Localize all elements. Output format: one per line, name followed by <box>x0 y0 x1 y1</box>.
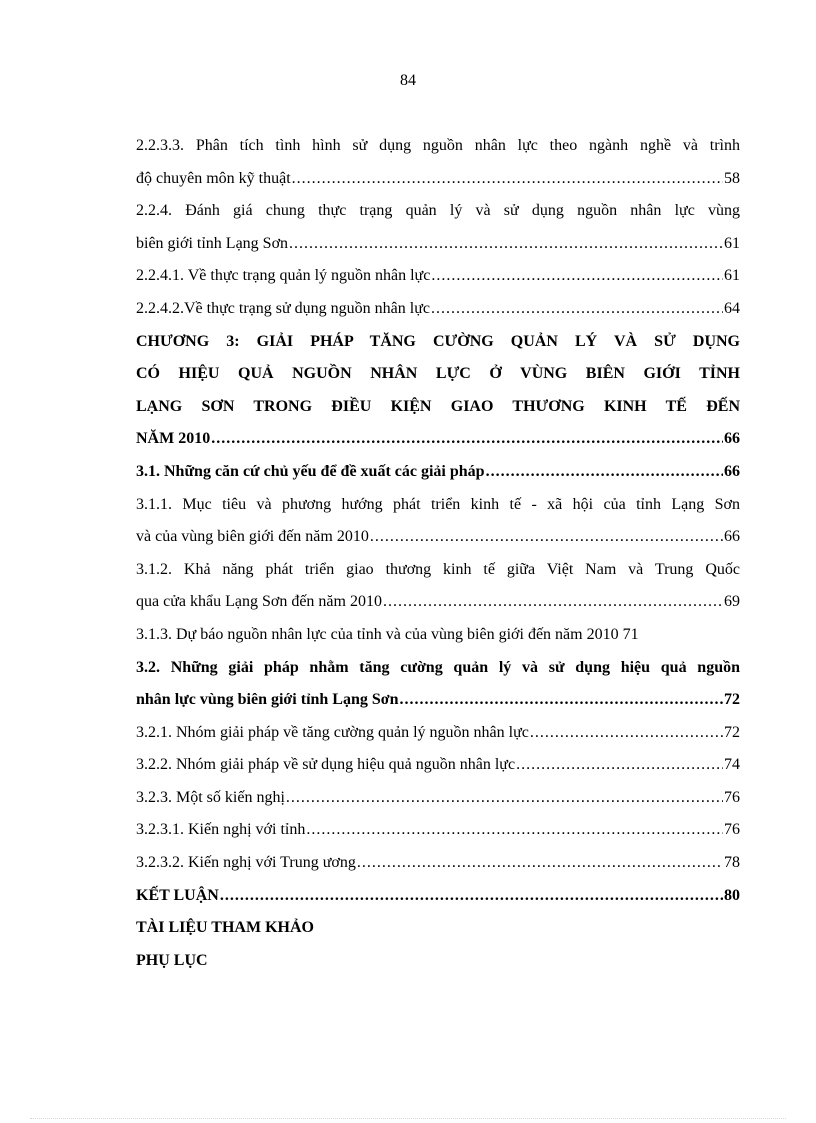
toc-entry-3-2-1[interactable] <box>136 717 740 750</box>
dot-leader <box>289 228 723 261</box>
toc-entry-text: 3.2.2. Nhóm giải pháp về sử dụng hiệu quả nguồn nhân lực <box>136 756 516 774</box>
toc-entry-3-2-line1: 3.2. Những giải pháp nhằm tăng cường quản lý và sử dụng hiệu quả nguồn <box>136 658 740 676</box>
dot-leader <box>431 260 723 293</box>
dot-leader <box>211 423 723 456</box>
dot-leader <box>486 456 723 489</box>
toc-chapter-3-line1: CHƯƠNG 3: GIẢI PHÁP TĂNG CƯỜNG QUẢN LÝ VÀ SỬ DỤNG <box>136 332 740 350</box>
toc-entry-3-1-3[interactable]: 3.1.3. Dự báo nguồn nhân lực của tỉnh và của vùng biên giới đến năm 2010 71 <box>136 625 639 643</box>
toc-entry-text: 3.2.1. Nhóm giải pháp về tăng cường quản lý nguồn nhân lực <box>136 723 529 741</box>
toc-entry-3-1-1-line2[interactable] <box>136 521 740 554</box>
toc-entry-3-2-3-2[interactable] <box>136 847 740 880</box>
toc-entry-3-2-3-1[interactable] <box>136 814 740 847</box>
toc-entry-3-2-2[interactable] <box>136 749 740 782</box>
toc-entry-text: 3.1. Những căn cứ chủ yếu để đề xuất các giải pháp <box>136 462 485 480</box>
toc-entry-text: và của vùng biên giới đến năm 2010 <box>136 528 369 546</box>
dot-leader <box>530 717 723 750</box>
toc-entry-3-1-2-line1: 3.1.2. Khả năng phát triển giao thương kinh tế giữa Việt Nam và Trung Quốc <box>136 560 740 578</box>
toc-entry-2-2-4-line1: 2.2.4. Đánh giá chung thực trạng quản lý và sử dụng nguồn nhân lực vùng <box>136 202 740 220</box>
toc-entry-2-2-4-1[interactable] <box>136 260 740 293</box>
toc-entry-3-2-3[interactable] <box>136 782 740 815</box>
dot-leader <box>220 880 723 913</box>
toc-page-number: 61 <box>724 267 740 285</box>
toc-page-number: 74 <box>724 756 740 774</box>
toc-page-number: 61 <box>724 234 740 252</box>
dot-leader <box>400 684 723 717</box>
toc-page-number: 72 <box>724 723 740 741</box>
toc-entry-3-1-2-line2[interactable] <box>136 586 740 619</box>
toc-entry-phu-luc[interactable]: PHỤ LỤC <box>136 951 208 969</box>
toc-page-number: 76 <box>724 821 740 839</box>
toc-chapter-3-line2: CÓ HIỆU QUẢ NGUỒN NHÂN LỰC Ở VÙNG BIÊN GIỚI TỈNH <box>136 365 740 383</box>
dot-leader <box>431 293 723 326</box>
toc-entry-2-2-3-3-line2[interactable] <box>136 163 740 196</box>
toc-chapter-3-line3: LẠNG SƠN TRONG ĐIỀU KIỆN GIAO THƯƠNG KINH TẾ ĐẾN <box>136 397 740 415</box>
toc-entry-text: NĂM 2010 <box>136 430 211 448</box>
toc-entry-tai-lieu-tham-khao[interactable]: TÀI LIỆU THAM KHẢO <box>136 919 314 937</box>
toc-entry-3-2-line2[interactable] <box>136 684 740 717</box>
toc-page-number: 66 <box>724 528 740 546</box>
toc-page-number: 69 <box>724 593 740 611</box>
toc-entry-text: 2.2.4.2.Về thực trạng sử dụng nguồn nhân lực <box>136 299 430 317</box>
toc-entry-text: 2.2.4.1. Về thực trạng quản lý nguồn nhân lực <box>136 267 431 285</box>
dot-leader <box>370 521 723 554</box>
toc-entry-text: nhân lực vùng biên giới tỉnh Lạng Sơn <box>136 691 399 709</box>
toc-page-number: 66 <box>724 462 740 480</box>
page-number: 84 <box>400 72 416 89</box>
toc-entry-2-2-4-line2[interactable] <box>136 228 740 261</box>
toc-page-number: 64 <box>724 299 740 317</box>
toc-entry-text: 3.2.3.2. Kiến nghị với Trung ương <box>136 854 356 872</box>
dot-leader <box>357 847 723 880</box>
toc-entry-text: 3.2.3.1. Kiến nghị với tỉnh <box>136 821 306 839</box>
toc-chapter-3-line4[interactable] <box>136 423 740 456</box>
toc-page-number: 58 <box>724 169 740 187</box>
toc-page-number: 66 <box>724 430 740 448</box>
toc-entry-ket-luan[interactable] <box>136 880 740 913</box>
toc-entry-2-2-4-2[interactable] <box>136 293 740 326</box>
dot-leader <box>286 782 723 815</box>
toc-entry-3-1-1-line1: 3.1.1. Mục tiêu và phương hướng phát triển kinh tế - xã hội của tỉnh Lạng Sơn <box>136 495 740 513</box>
toc-page-number: 78 <box>724 854 740 872</box>
toc-entry-2-2-3-3-line1: 2.2.3.3. Phân tích tình hình sử dụng nguồn nhân lực theo ngành nghề và trình <box>136 137 740 154</box>
toc-entry-3-1[interactable] <box>136 456 740 489</box>
page-bottom-rule <box>30 1118 786 1119</box>
table-of-contents <box>136 130 740 977</box>
toc-page-number: 80 <box>724 886 740 904</box>
toc-entry-text: KẾT LUẬN <box>136 886 219 904</box>
dot-leader <box>292 163 723 196</box>
toc-entry-text: qua cửa khẩu Lạng Sơn đến năm 2010 <box>136 593 382 611</box>
dot-leader <box>383 586 723 619</box>
toc-entry-text: độ chuyên môn kỹ thuật <box>136 169 291 187</box>
toc-page-number: 72 <box>724 691 740 709</box>
dot-leader <box>306 814 723 847</box>
toc-entry-text: biên giới tỉnh Lạng Sơn <box>136 234 289 252</box>
toc-entry-text: 3.2.3. Một số kiến nghị <box>136 788 285 806</box>
toc-page-number: 76 <box>724 788 740 806</box>
dot-leader <box>516 749 723 782</box>
